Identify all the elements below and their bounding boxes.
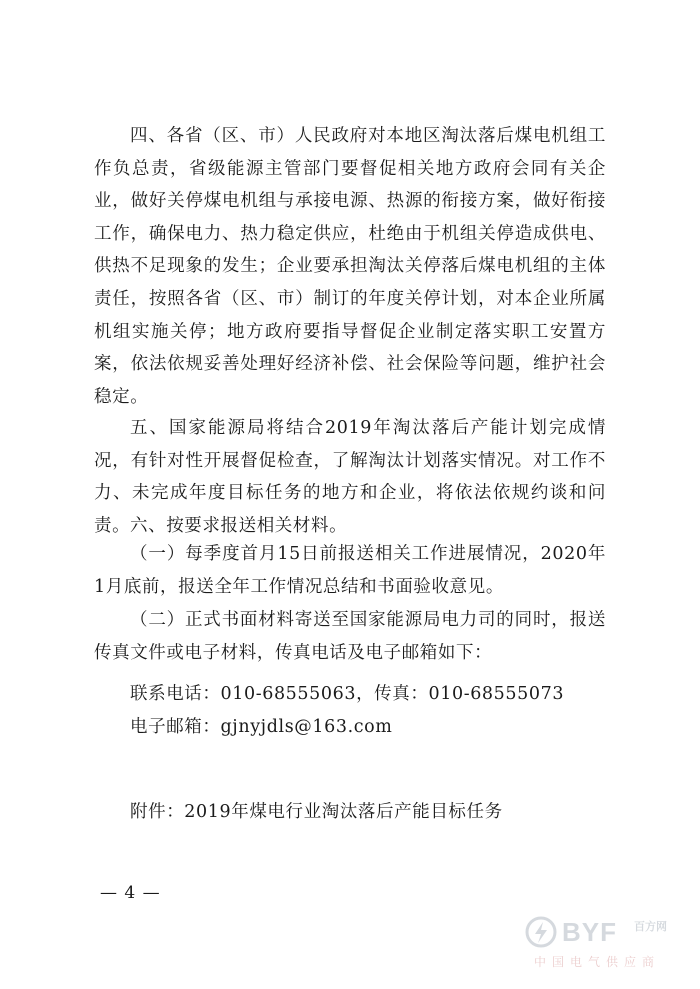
paragraph-6-item-2: （二）正式书面材料寄送至国家能源局电力司的同时，报送传真文件或电子材料，传真电话及电子邮箱如下： bbox=[94, 610, 606, 663]
watermark-brand-cn: 百方网 bbox=[634, 920, 667, 933]
paragraph-6-heading: 六、按要求报送相关材料。 bbox=[130, 516, 348, 536]
page-number: — 4 — bbox=[100, 883, 161, 903]
watermark bbox=[524, 915, 684, 975]
contact-phone-line: 联系电话：010-68555063，传真：010-68555073 bbox=[130, 684, 565, 704]
watermark-brand: BYF bbox=[562, 917, 617, 947]
paragraph-5: 五、国家能源局将结合2019年淘汰落后产能计划完成情况，有针对性开展督促检查，了解淘汰计划落实情况。对工作不力、未完成年度目标任务的地方和企业，将依法依规约谈和问责。 bbox=[94, 418, 606, 536]
email-line: 电子邮箱：gjnyjdls@163.com bbox=[130, 717, 393, 737]
paragraph-4: 四、各省（区、市）人民政府对本地区淘汰落后煤电机组工作负总责，省级能源主管部门要督促相关地方政府会同有关企业，做好关停煤电机组与承接电源、热源的衔接方案，做好衔接工作，确保电力、热力稳定供应，杜绝由于机组关停造成供电、供热不足现象的发生；企业要承担淘汰关停落后煤电机组的主体责任，按照各省（区、市）制订的年度关停计划，对本企业所属机组实施关停；地方政府要指导督促企业制定落实职工安置方案，依法依规妥善处理好经济补偿、社会保险等问题，维护社会稳定。 bbox=[94, 126, 606, 407]
watermark-subtitle: 中国电气供应商 bbox=[534, 955, 661, 969]
paragraph-6-item-1: （一）每季度首月15日前报送相关工作进展情况，2020年1月底前，报送全年工作情况总结和书面验收意见。 bbox=[94, 544, 606, 597]
watermark-logo-icon bbox=[524, 915, 558, 949]
attachment-line: 附件：2019年煤电行业淘汰落后产能目标任务 bbox=[130, 802, 503, 822]
